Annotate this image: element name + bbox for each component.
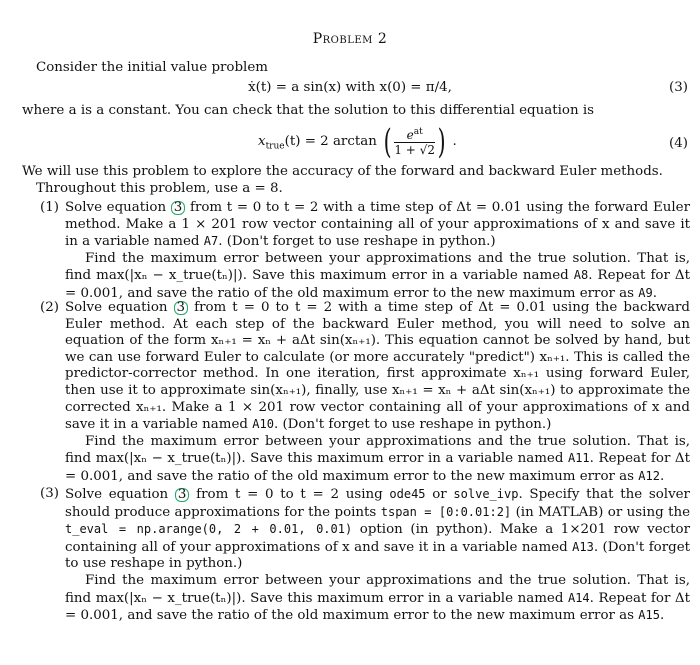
item-followup: Find the maximum error between your approximations and the true solution. That is, find max(|xₙ − x_true(tₙ)|). Save this maximum error in a variable named A11. Repeat for Δt = 0.001, and save the ratio of the old maximum error to the new maximum error as A12. — [65, 433, 690, 484]
intro-consider: Consider the initial value problem — [36, 60, 268, 75]
equation-3-body: ẋ(t) = a sin(x) with x(0) = π/4, — [248, 80, 452, 95]
equation-ref-link[interactable]: 3 — [175, 488, 190, 502]
equation-4-number: (4) — [669, 136, 688, 151]
item-marker: (1) — [40, 200, 59, 215]
variable-name: A8 — [573, 268, 589, 283]
equation-4-lhs: x — [258, 134, 266, 149]
equation-ref-link[interactable]: 3 — [174, 301, 189, 315]
right-paren: ) — [437, 121, 446, 162]
item-marker: (3) — [40, 486, 59, 501]
equation-ref-link[interactable]: 3 — [171, 201, 186, 215]
left-paren: ( — [383, 121, 392, 162]
code-solve-ivp: solve_ivp — [453, 487, 519, 501]
frac-exponent: at — [413, 127, 423, 137]
item-marker: (2) — [40, 300, 59, 315]
frac-numerator: e — [406, 128, 414, 142]
variable-name: A15 — [638, 608, 660, 623]
frac-denominator: 1 + √2 — [394, 143, 435, 157]
code-t-eval: t_eval = np.arange(0, 2 + 0.01, 0.01) — [65, 522, 353, 537]
intro-explore: We will use this problem to explore the accuracy of the forward and backward Euler methods. — [22, 164, 663, 179]
item-followup: Find the maximum error between your approximations and the true solution. That is, find max(|xₙ − x_true(tₙ)|). Save this maximum error in a variable named A8. Repeat for Δt = 0.001, and save the ratio of the old maximum error to the new maximum error as A9. — [65, 250, 690, 301]
equation-3-number: (3) — [669, 80, 688, 95]
variable-name: A12 — [638, 468, 660, 483]
equation-4-mid: (t) = 2 arctan — [284, 134, 377, 149]
variable-name: A10 — [252, 417, 274, 432]
item-text: Solve equation 3 from t = 0 to t = 2 using ode45 or solve_ivp. Specify that the solver should produce approximations for the points tspan = [0:0.01:2] (in MATLAB) or using the t_eval = np.arange(0, 2 + 0.01, 0.01) option (in python). Make a 1×201 row vector containing all of your approximations of x and save it in a variable named A13. (Don't forget to use reshape in python.) Find the maximum error between your approximations and the true solution. That is, find max(|xₙ − x_true(tₙ)|). Save this maximum error in a variable named A14. Repeat for Δt = 0.001, and save the ratio of the old maximum error to the new maximum error as A15. — [65, 487, 690, 624]
intro-throughout: Throughout this problem, use a = 8. — [36, 181, 283, 196]
item-text: Solve equation 3 from t = 0 to t = 2 with a time step of Δt = 0.01 using the forward Euler method. Make a 1 × 201 row vector containing all of your approximations of x and save it in a variable named A7. (Don't forget to use reshape in python.) Find the maximum error between your approximations and the true solution. That is, find max(|xₙ − x_true(tₙ)|). Save this maximum error in a variable named A8. Repeat for Δt = 0.001, and save the ratio of the old maximum error to the new maximum error as A9. — [65, 200, 691, 301]
variable-name: A9 — [638, 285, 653, 300]
variable-name: A11 — [567, 451, 590, 466]
equation-4-fraction — [394, 126, 435, 157]
code-tspan: tspan = [0:0.01:2] — [380, 504, 512, 519]
item-followup: Find the maximum error between your approximations and the true solution. That is, find max(|xₙ − x_true(tₙ)|). Save this maximum error in a variable named A14. Repeat for Δt = 0.001, and save the ratio of the old maximum error to the new maximum error as A15. — [65, 572, 690, 624]
code-ode45: ode45 — [389, 487, 426, 501]
variable-name: A13 — [572, 539, 594, 554]
equation-4-sub: true — [265, 141, 285, 152]
equation-4 — [0, 121, 700, 164]
variable-name: A7 — [203, 234, 219, 249]
variable-name: A14 — [567, 590, 590, 605]
page-title: Problem 2 — [312, 31, 388, 47]
intro-where: where a is a constant. You can check that the solution to this differential equation is — [22, 103, 594, 118]
equation-4-body: $x_{true}(t) = 2$ arctan ( $\frac{e^{at}}{1 + √2}$ ) . — [258, 121, 457, 162]
item-text: Solve equation 3 from t = 0 to t = 2 with a time step of Δt = 0.01 using the backward Euler method. At each step of the backward Euler method, you will need to solve an equation of the form xₙ₊₁ = xₙ + aΔt sin(xₙ₊₁). This equation cannot be solved by hand, but we can use forward Euler to calculate (or more accurately "predict") xₙ₊₁. This is called the predictor-corrector method. In one iteration, first approximate xₙ₊₁ using forward Euler, then use it to approximate sin(xₙ₊₁), finally, use xₙ₊₁ = xₙ + aΔt sin(xₙ₊₁) to approximate the corrected xₙ₊₁. Make a 1 × 201 row vector containing all of your approximations of x and save it in a variable named A10. (Don't forget to use reshape in python.) Find the maximum error between your approximations and the true solution. That is, find max(|xₙ − x_true(tₙ)|). Save this maximum error in a variable named A11. Repeat for Δt = 0.001, and save the ratio of the old maximum error to the new maximum error as A12. — [65, 300, 690, 484]
